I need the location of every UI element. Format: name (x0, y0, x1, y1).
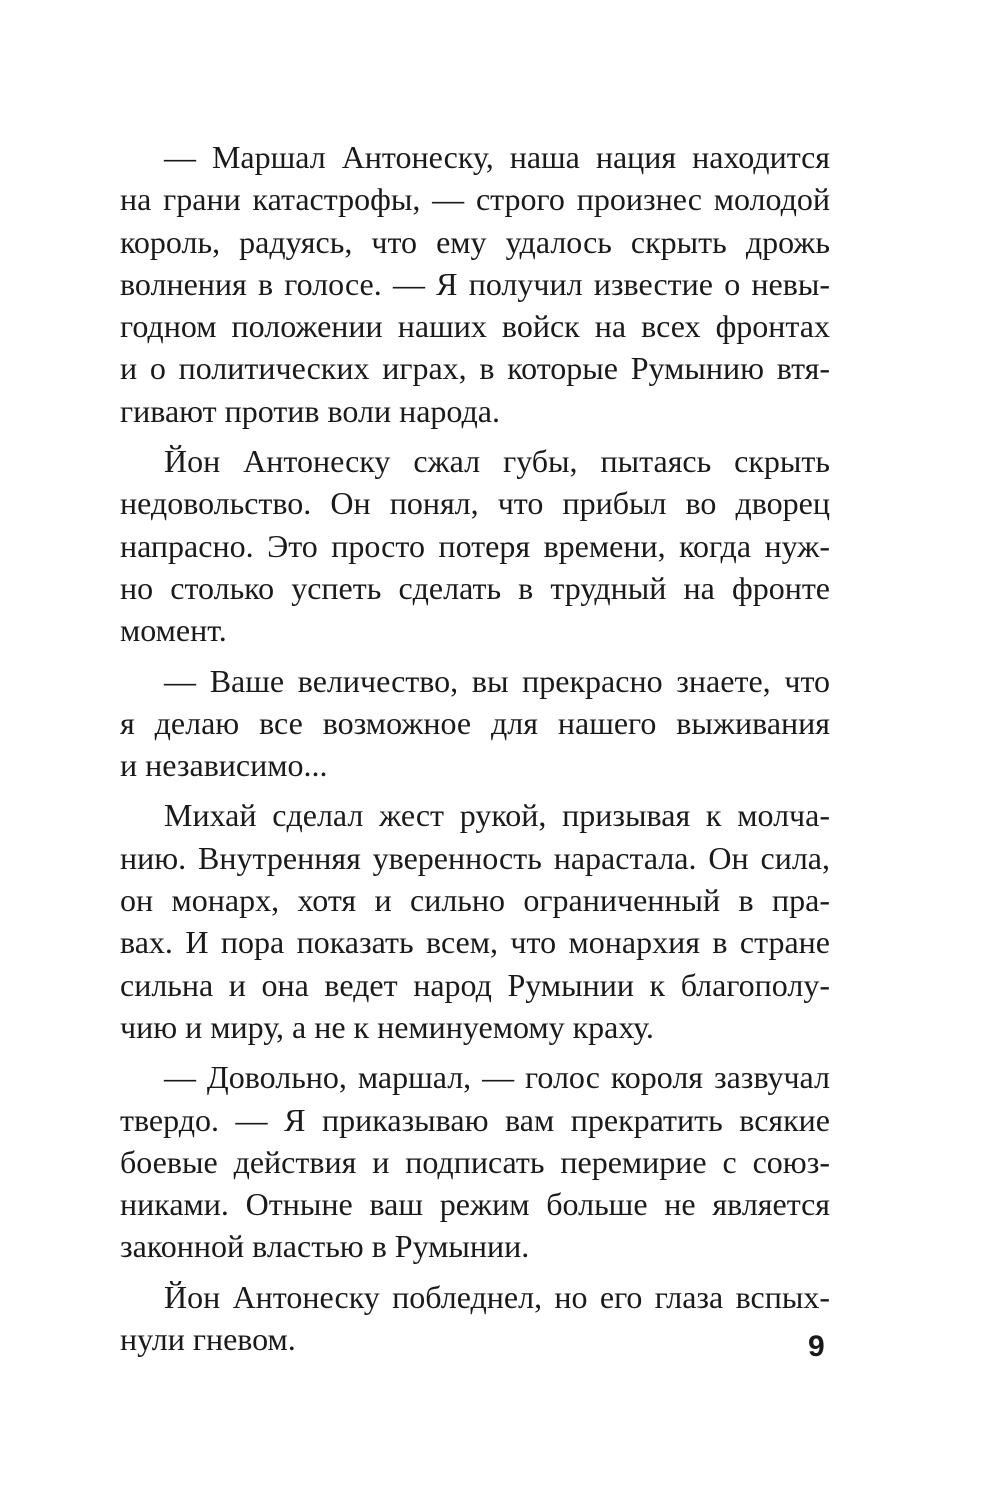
text-line: законной властью в Румынии. (120, 1228, 530, 1265)
text-line: король, радуясь, что ему удалось скрыть дрожь (120, 223, 830, 260)
text-line: Йон Антонеску сжал губы, пытаясь скрыть (164, 443, 830, 480)
text-line: нию. Внутренняя уверенность нарастала. Он сила, (120, 839, 830, 876)
text-line: но столько успеть сделать в трудный на фронте (120, 569, 830, 606)
page-number: 9 (808, 1330, 825, 1363)
text-line: на грани катастрофы, — строго произнес молодой (120, 181, 830, 218)
text-line: недовольство. Он понял, что прибыл во дворец (120, 485, 830, 522)
text-line: сильна и она ведет народ Румынии к благополу- (120, 966, 830, 1003)
paragraph (120, 136, 830, 432)
text-line: Михай сделал жест рукой, призывая к молча- (164, 797, 830, 834)
text-line: — Маршал Антонеску, наша нация находится (164, 139, 830, 175)
text-line: волнения в голосе. — Я получил известие о невы- (120, 265, 830, 302)
text-line: и о политических играх, в которые Румынию втя- (120, 350, 830, 387)
paragraph (120, 1276, 830, 1361)
text-line: момент. (120, 612, 227, 649)
paragraph (120, 1056, 830, 1267)
text-line: годном положении наших войск на всех фронтах (120, 308, 830, 345)
paragraph (120, 660, 830, 787)
body-text (120, 136, 830, 1360)
text-line: и независимо... (120, 747, 328, 784)
paragraph (120, 440, 830, 651)
text-line: он монарх, хотя и сильно ограниченный в пра- (120, 882, 830, 919)
text-line: чию и миру, а не к неминуемому краху. (120, 1008, 654, 1045)
text-line: гивают против воли народа. (120, 392, 500, 429)
text-line: напрасно. Это просто потеря времени, когда нуж- (120, 527, 830, 564)
text-line: вах. И пора показать всем, что монархия в стране (120, 924, 830, 961)
paragraph (120, 794, 830, 1048)
text-line: я делаю все возможное для нашего выживания (120, 704, 830, 741)
text-line: нули гневом. (120, 1321, 296, 1358)
text-line: — Довольно, маршал, — голос короля зазвучал (164, 1059, 830, 1096)
text-line: Йон Антонеску побледнел, но его глаза вспых- (164, 1278, 830, 1315)
text-line: твердо. — Я приказываю вам прекратить всякие (120, 1101, 830, 1138)
text-line: боевые действия и подписать перемирие с союз- (120, 1143, 830, 1180)
text-line: никами. Отныне ваш режим больше не является (120, 1186, 830, 1223)
text-line: — Ваше величество, вы прекрасно знаете, что (164, 662, 830, 699)
